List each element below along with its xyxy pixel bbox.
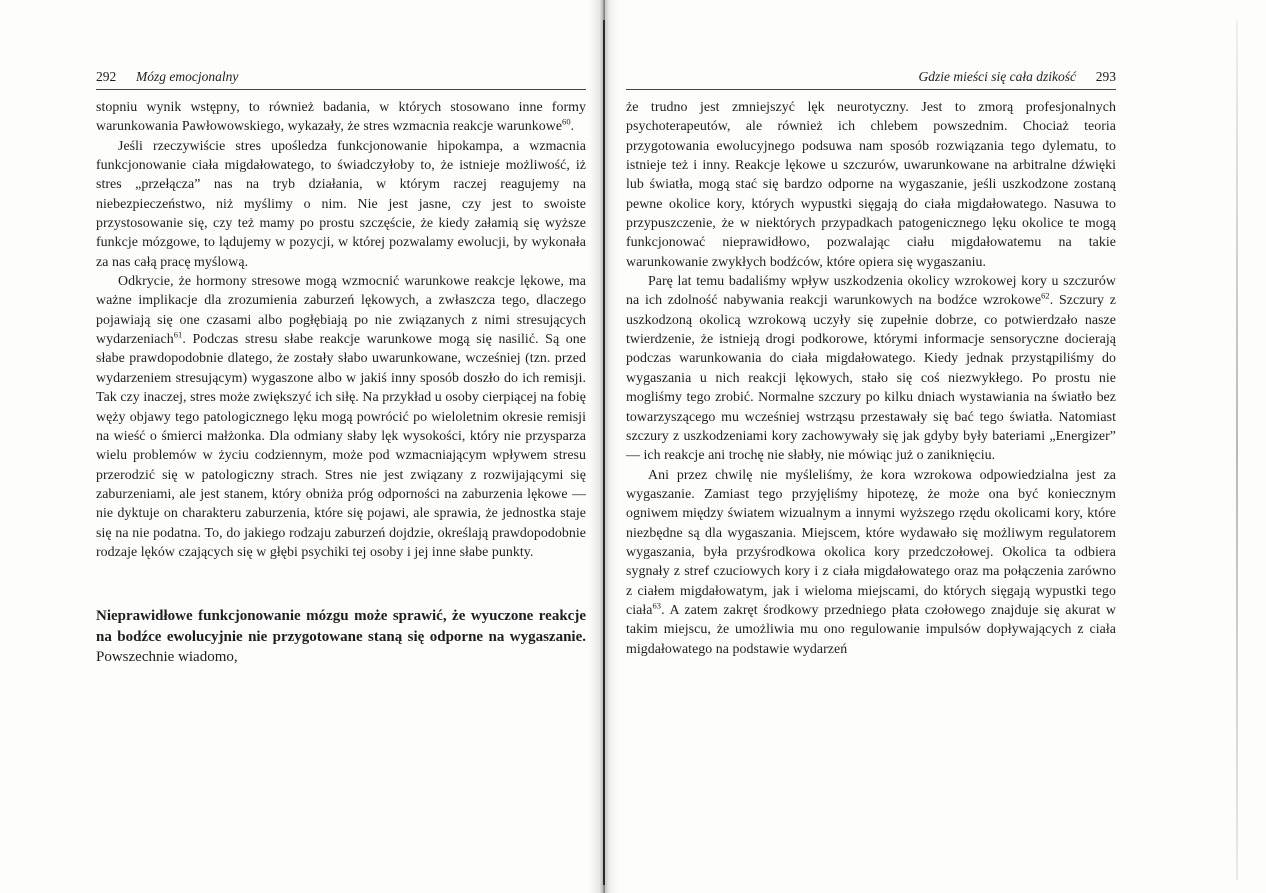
footnote-ref-61: 61 (173, 329, 183, 340)
right-page (626, 68, 1116, 659)
left-body-text (96, 98, 586, 562)
section-heading-continuation: Powszechnie wiadomo, (96, 649, 238, 666)
left-paragraph-2: Jeśli rzeczywiście stres upośledza funkcjonowanie hipokampa, a wzmacnia funkcjonowanie ciała migdałowatego, to świadczyłoby to, że istnieje możliwość, iż stres „przełącza” nas na tryb działania, w którym raczej reagujemy na niebezpieczeństwo, niż myślimy o nim. Nie jest jasne, czy jest to swoiste przystosowanie się, czy też mamy po prostu szczęście, że kiedy załamią się wyższe funkcje mózgowe, to lądujemy w pozycji, w której pozwalamy ewolucji, by wykonała za nas całą pracę myślową. (96, 138, 586, 270)
right-paragraph-1: że trudno jest zmniejszyć lęk neurotyczny. Jest to zmorą profesjonalnych psychoterapeutów, ale również ich chlebem powszednim. Chociaż teoria przygotowania ewolucyjnego podsuwa nam sposób rozwiązania tego dylematu, to istnieje też i inny. Reakcje lękowe u szczurów, uwarunkowane na arbitralne dźwięki lub światła, mogą stać się bardzo odporne na wygaszanie, jeśli uszkodzone zostaną pewne okolice kory, których wypustki sięgają do ciała migdałowatego. Nasuwa to przypuszczenie, że w niektórych przypadkach patogenicznego lęku okolice te mogą funkcjonować nieprawidłowo, pozwalając ciału migdałowatemu na takie warunkowanie zwykłych bodźców, które opiera się wygaszaniu. (626, 100, 1116, 270)
section-heading-bold: Nieprawidłowe funkcjonowanie mózgu może sprawić, że wyuczone reakcje na bodźce ewolucyjnie nie przygotowane staną się odporne na wygaszanie. (96, 608, 586, 645)
right-paragraph-2: Parę lat temu badaliśmy wpływ uszkodzenia okolicy wzrokowej kory u szczurów na ich zdolność nabywania reakcji warunkowych na bodźce wzrokowe$^{62}$. Szczury z uszkodzoną okolicą wzrokową uczyły się zupełnie dobrze, co potwierdzało nasze twierdzenie, że istnieją drogi podkorowe, którymi informacje sensoryczne docierają podczas warunkowania do ciała migdałowatego. Kiedy jednak przystąpiliśmy do wygaszania u nich reakcji lękowych, stało się coś niezwykłego. Po prostu nie mogliśmy tego zrobić. Normalne szczury po kilku dniach wystawiania na światło bez towarzyszącego mu wcześniej wstrząsu przestawały się bać tego światła. Natomiast szczury z uszkodzeniami kory zachowywały się jak gdyby były bateriami „Energizer” — ich reakcje ani trochę nie słabły, nie mówiąc już o zaniknięciu. (626, 274, 1116, 464)
right-body-text (626, 98, 1116, 659)
book-spine-line (603, 20, 605, 885)
section-heading (96, 606, 586, 668)
right-page-number: 293 (1095, 69, 1116, 84)
right-running-head (626, 68, 1116, 90)
right-running-title: Gdzie mieści się cała dzikość (918, 69, 1076, 84)
footnote-ref-60: 60 (562, 116, 571, 127)
left-running-title: Mózg emocjonalny (136, 69, 239, 84)
page-edge-shadow (1236, 20, 1238, 880)
left-page-number: 292 (96, 69, 117, 84)
right-paragraph-3: Ani przez chwilę nie myśleliśmy, że kora wzrokowa odpowiedzialna jest za wygaszanie. Zamiast tego przyjęliśmy hipotezę, że może ona być koniecznym ogniwem między światem wizualnym a innymi wyższego rzędu okolicami kory, które niezbędne są dla wygaszania. Miejscem, które wydawało się możliwym regulatorem wygaszania, była przyśrodkowa okolica kory przedczołowej. Okolica ta odbiera sygnały z stref czuciowych kory i z ciała migdałowatego oraz ma połączenia zarówno z ciałem migdałowatym, jak i wieloma miejscami, do których sięgają wypustki tego ciała$^{63}$. A zatem zakręt środkowy przedniego płata czołowego znajduje się akurat w takim miejscu, że umożliwia mu ono regulowanie impulsów dopływających z ciała migdałowatego na podstawie wydarzeń (626, 467, 1116, 657)
footnote-ref-63: 63 (652, 600, 662, 611)
left-paragraph-1: stopniu wynik wstępny, to również badania, w których stosowano inne formy warunkowania Pawłowowskiego, wykazały, że stres wzmacnia reakcje warunkowe$^{60}$. (96, 100, 586, 135)
left-running-head (96, 68, 586, 90)
left-paragraph-3: Odkrycie, że hormony stresowe mogą wzmocnić warunkowe reakcje lękowe, ma ważne implikacje dla zrozumienia zaburzeń lękowych, a zwłaszcza tego, dlaczego pojawiają się one czasami albo pogłębiają po nie związanych z nimi stresujących wydarzeniach$^{61}$. Podczas stresu słabe reakcje warunkowe mogą się nasilić. Są one słabe prawdopodobnie dlatego, że zostały słabo uwarunkowane, wcześniej (tzn. przed wydarzeniem stresującym) wygaszone albo w jakiś inny sposób doszło do ich remisji. Tak czy inaczej, stres może zwiększyć ich siłę. Na przykład u osoby cierpiącej na fobię węży objawy tego patologicznego lęku mogą powrócić po wieloletnim okresie remisji na wieść o śmierci małżonka. Dla odmiany słaby lęk wysokości, który nie przysparza wielu problemów w życiu codziennym, może pod wzmacniającym wpływem stresu przerodzić się w patologiczny strach. Stres nie jest związany z rozwijającymi się zaburzeniami, ale jest stanem, który obniża próg odporności na zaburzenia lękowe — nie dyktuje on charakteru zaburzenia, które się pojawi, ale sprawia, że jednostka staje się na nie podatna. To, do jakiego rodzaju zaburzeń dojdzie, określają prawdopodobnie rodzaje lęków czających się w głębi psychiki tej osoby i jej inne słabe punkty. (96, 274, 586, 560)
left-page (96, 68, 586, 668)
footnote-ref-62: 62 (1041, 290, 1050, 301)
